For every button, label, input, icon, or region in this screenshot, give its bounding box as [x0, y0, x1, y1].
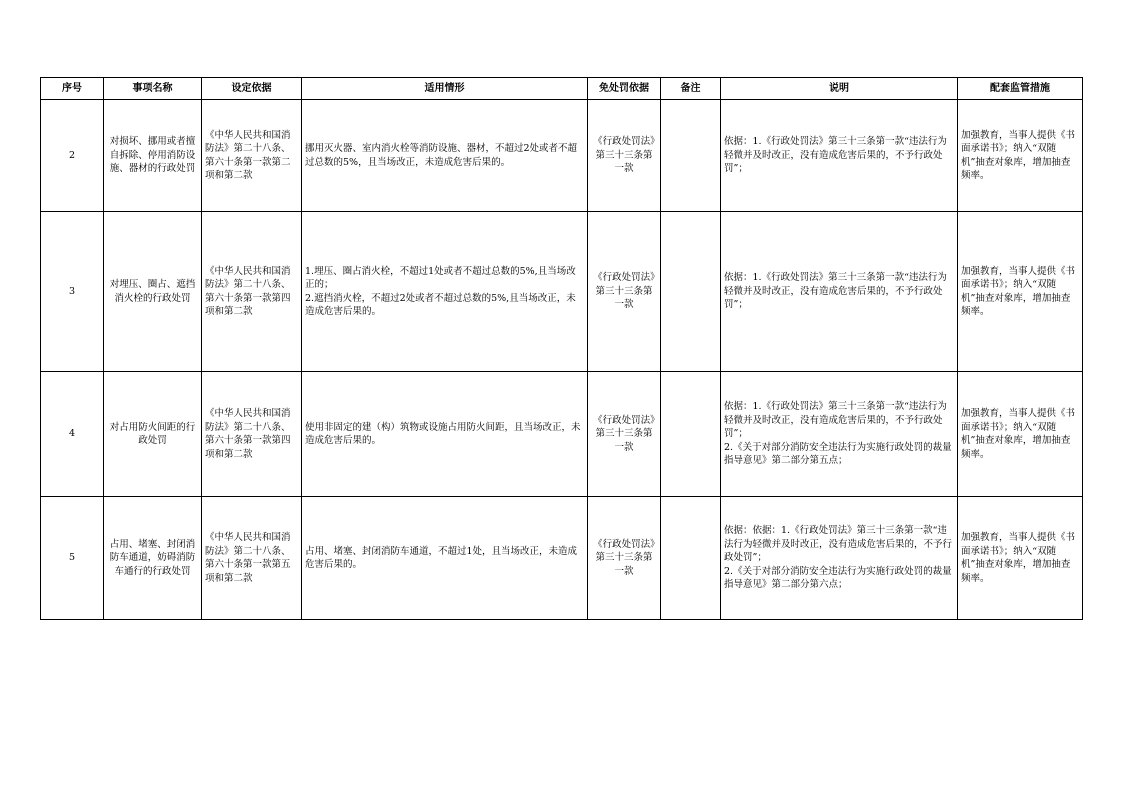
- penalty-exemption-table: [40, 77, 1083, 620]
- row-item-name: 占用、堵塞、封闭消防车通道，妨碍消防车通行的行政处罚: [104, 497, 202, 620]
- row-supervision-measures: 加强教育，当事人提供《书面承诺书》；纳入“双随机”抽查对象库，增加抽查频率。: [958, 497, 1083, 620]
- row-item-name: 对损坏、挪用或者擅自拆除、停用消防设施、器材的行政处罚: [104, 100, 202, 212]
- row-description: 依据：1.《行政处罚法》第三十三条第一款“违法行为轻微并及时改正，没有造成危害后果的，不予行政处罚”；: [721, 212, 958, 372]
- row-basis: 《中华人民共和国消防法》第二十八条、第六十条第一款第五项和第二款: [202, 497, 302, 620]
- row-basis: 《中华人民共和国消防法》第二十八条、第六十条第一款第四项和第二款: [202, 372, 302, 497]
- row-applicable-case: 使用非固定的建（构）筑物或设施占用防火间距，且当场改正，未造成危害后果的。: [302, 372, 588, 497]
- row-supervision-measures: 加强教育，当事人提供《书面承诺书》；纳入“双随机”抽查对象库，增加抽查频率。: [958, 212, 1083, 372]
- row-remark: [661, 497, 721, 620]
- case-line: 2.遮挡消火栓，不超过2处或者不超过总数的5%,且当场改正，未造成危害后果的。: [305, 292, 576, 317]
- row-exemption-basis: 《行政处罚法》第三十三条第一款: [588, 100, 661, 212]
- header-basis: 设定依据: [202, 78, 302, 100]
- row-remark: [661, 100, 721, 212]
- header-row: [41, 78, 1083, 100]
- row-no: 3: [41, 212, 104, 372]
- row-exemption-basis: 《行政处罚法》第三十三条第一款: [588, 212, 661, 372]
- case-line: 1.埋压、圈占消火栓，不超过1处或者不超过总数的5%,且当场改正的；: [305, 265, 576, 290]
- row-applicable-case: 挪用灭火器、室内消火栓等消防设施、器材，不超过2处或者不超过总数的5%，且当场改正，未造成危害后果的。: [302, 100, 588, 212]
- row-applicable-case: 占用、堵塞、封闭消防车通道，不超过1处，且当场改正，未造成危害后果的。: [302, 497, 588, 620]
- header-supervision-measures: 配套监管措施: [958, 78, 1083, 100]
- row-remark: [661, 372, 721, 497]
- table-row: [41, 497, 1083, 620]
- row-applicable-case: [302, 212, 588, 372]
- row-basis: 《中华人民共和国消防法》第二十八条、第六十条第一款第四项和第二款: [202, 212, 302, 372]
- row-description: [721, 497, 958, 620]
- header-no: 序号: [41, 78, 104, 100]
- description-line: 2.《关于对部分消防安全违法行为实施行政处罚的裁量指导意见》第二部分第六点；: [724, 565, 952, 591]
- row-no: 4: [41, 372, 104, 497]
- row-item-name: 对埋压、圈占、遮挡消火栓的行政处罚: [104, 212, 202, 372]
- row-description: 依据：1.《行政处罚法》第三十三条第一款“违法行为轻微并及时改正，没有造成危害后果的，不予行政处罚”；: [721, 100, 958, 212]
- header-exemption-basis: 免处罚依据: [588, 78, 661, 100]
- row-description: [721, 372, 958, 497]
- row-supervision-measures: 加强教育，当事人提供《书面承诺书》；纳入“双随机”抽查对象库，增加抽查频率。: [958, 100, 1083, 212]
- description-line: 依据：1.《行政处罚法》第三十三条第一款“违法行为轻微并及时改正，没有造成危害后果的，不予行政处罚”；: [724, 401, 947, 440]
- row-basis: 《中华人民共和国消防法》第二十八条、第六十条第一款第二项和第二款: [202, 100, 302, 212]
- row-exemption-basis: 《行政处罚法》第三十三条第一款: [588, 372, 661, 497]
- header-applicable-case: 适用情形: [302, 78, 588, 100]
- header-remark: 备注: [661, 78, 721, 100]
- description-line: 2.《关于对部分消防安全违法行为实施行政处罚的裁量指导意见》第二部分第五点；: [724, 441, 952, 467]
- row-supervision-measures: 加强教育，当事人提供《书面承诺书》；纳入“双随机”抽查对象库，增加抽查频率。: [958, 372, 1083, 497]
- description-line: 依据：依据：1.《行政处罚法》第三十三条第一款“违法行为轻微并及时改正，没有造成危害后果的，不予行政处罚”；: [724, 525, 953, 564]
- row-exemption-basis: 《行政处罚法》第三十三条第一款: [588, 497, 661, 620]
- table-row: [41, 372, 1083, 497]
- header-description: 说明: [721, 78, 958, 100]
- row-no: 2: [41, 100, 104, 212]
- row-item-name: 对占用防火间距的行政处罚: [104, 372, 202, 497]
- header-item-name: 事项名称: [104, 78, 202, 100]
- row-no: 5: [41, 497, 104, 620]
- table-row: [41, 100, 1083, 212]
- table-row: [41, 212, 1083, 372]
- row-remark: [661, 212, 721, 372]
